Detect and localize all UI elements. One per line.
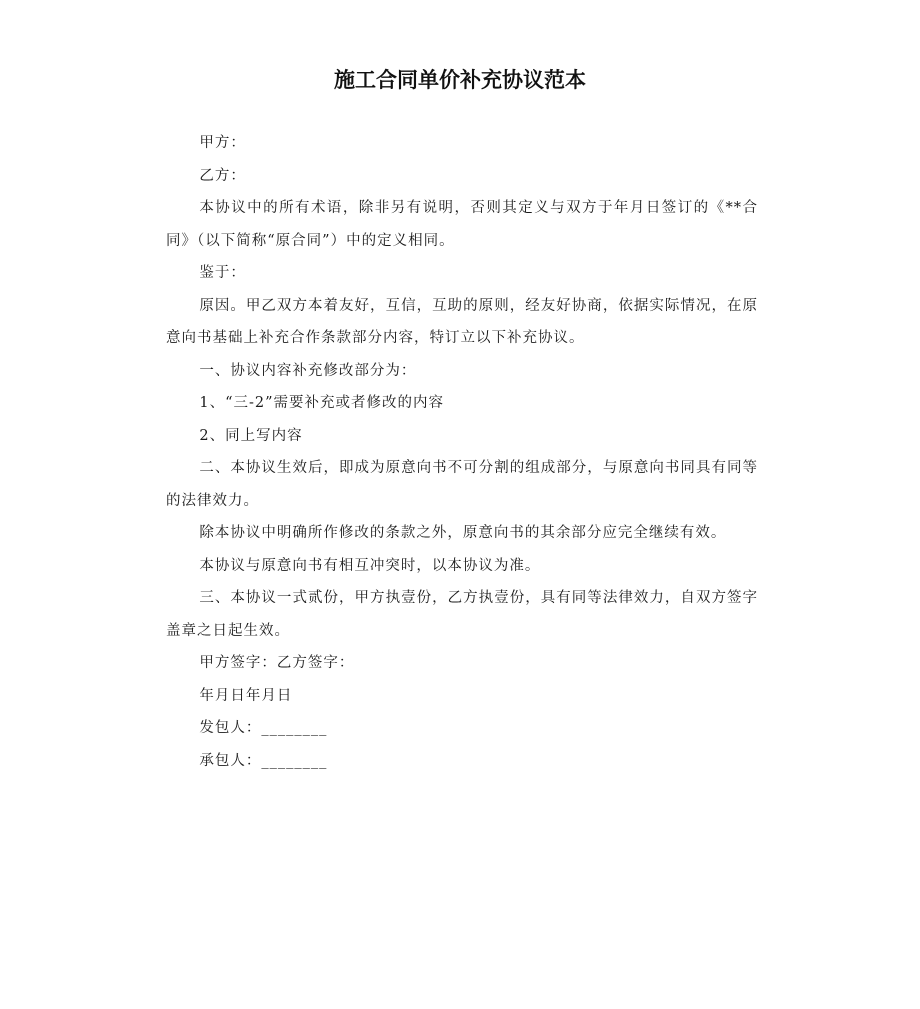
document-body — [166, 127, 758, 777]
validity-paragraph: 除本协议中明确所作修改的条款之外，原意向书的其余部分应完全继续有效。 — [199, 525, 727, 541]
clause-2-paragraph: 二、本协议生效后，即成为原意向书不可分割的组成部分，与原意向书同具有同等的法律效力。 — [166, 460, 758, 509]
clause-1-item-2: 2、同上写内容 — [199, 427, 303, 444]
clause-3-paragraph: 三、本协议一式贰份，甲方执壹份，乙方执壹份，具有同等法律效力，自双方签字盖章之日起生效。 — [166, 590, 758, 639]
party-b-line: 乙方： — [199, 167, 246, 184]
clause-1-item-1: 1、“三-2”需要补充或者修改的内容 — [199, 395, 445, 411]
terms-definition-paragraph: 本协议中的所有术语，除非另有说明，否则其定义与双方于年月日签订的《**合同》（以下简称“原合同”）中的定义相同。 — [166, 200, 758, 249]
clause-1-heading: 一、协议内容补充修改部分为： — [199, 362, 417, 379]
signature-line: 甲方签字：乙方签字： — [199, 655, 355, 671]
party-a-line: 甲方： — [199, 135, 246, 151]
contractor-line: 承包人：________ — [199, 752, 328, 769]
employer-line: 发包人：________ — [199, 720, 328, 736]
conflict-paragraph: 本协议与原意向书有相互冲突时，以本协议为准。 — [199, 557, 541, 574]
date-line: 年月日年月日 — [199, 687, 293, 704]
document-title: 施工合同单价补充协议范本 — [334, 68, 586, 92]
whereas-heading: 鉴于： — [199, 265, 246, 281]
reason-paragraph: 原因。甲乙双方本着友好，互信，互助的原则，经友好协商，依据实际情况，在原意向书基础上补充合作条款部分内容，特订立以下补充协议。 — [166, 297, 758, 346]
